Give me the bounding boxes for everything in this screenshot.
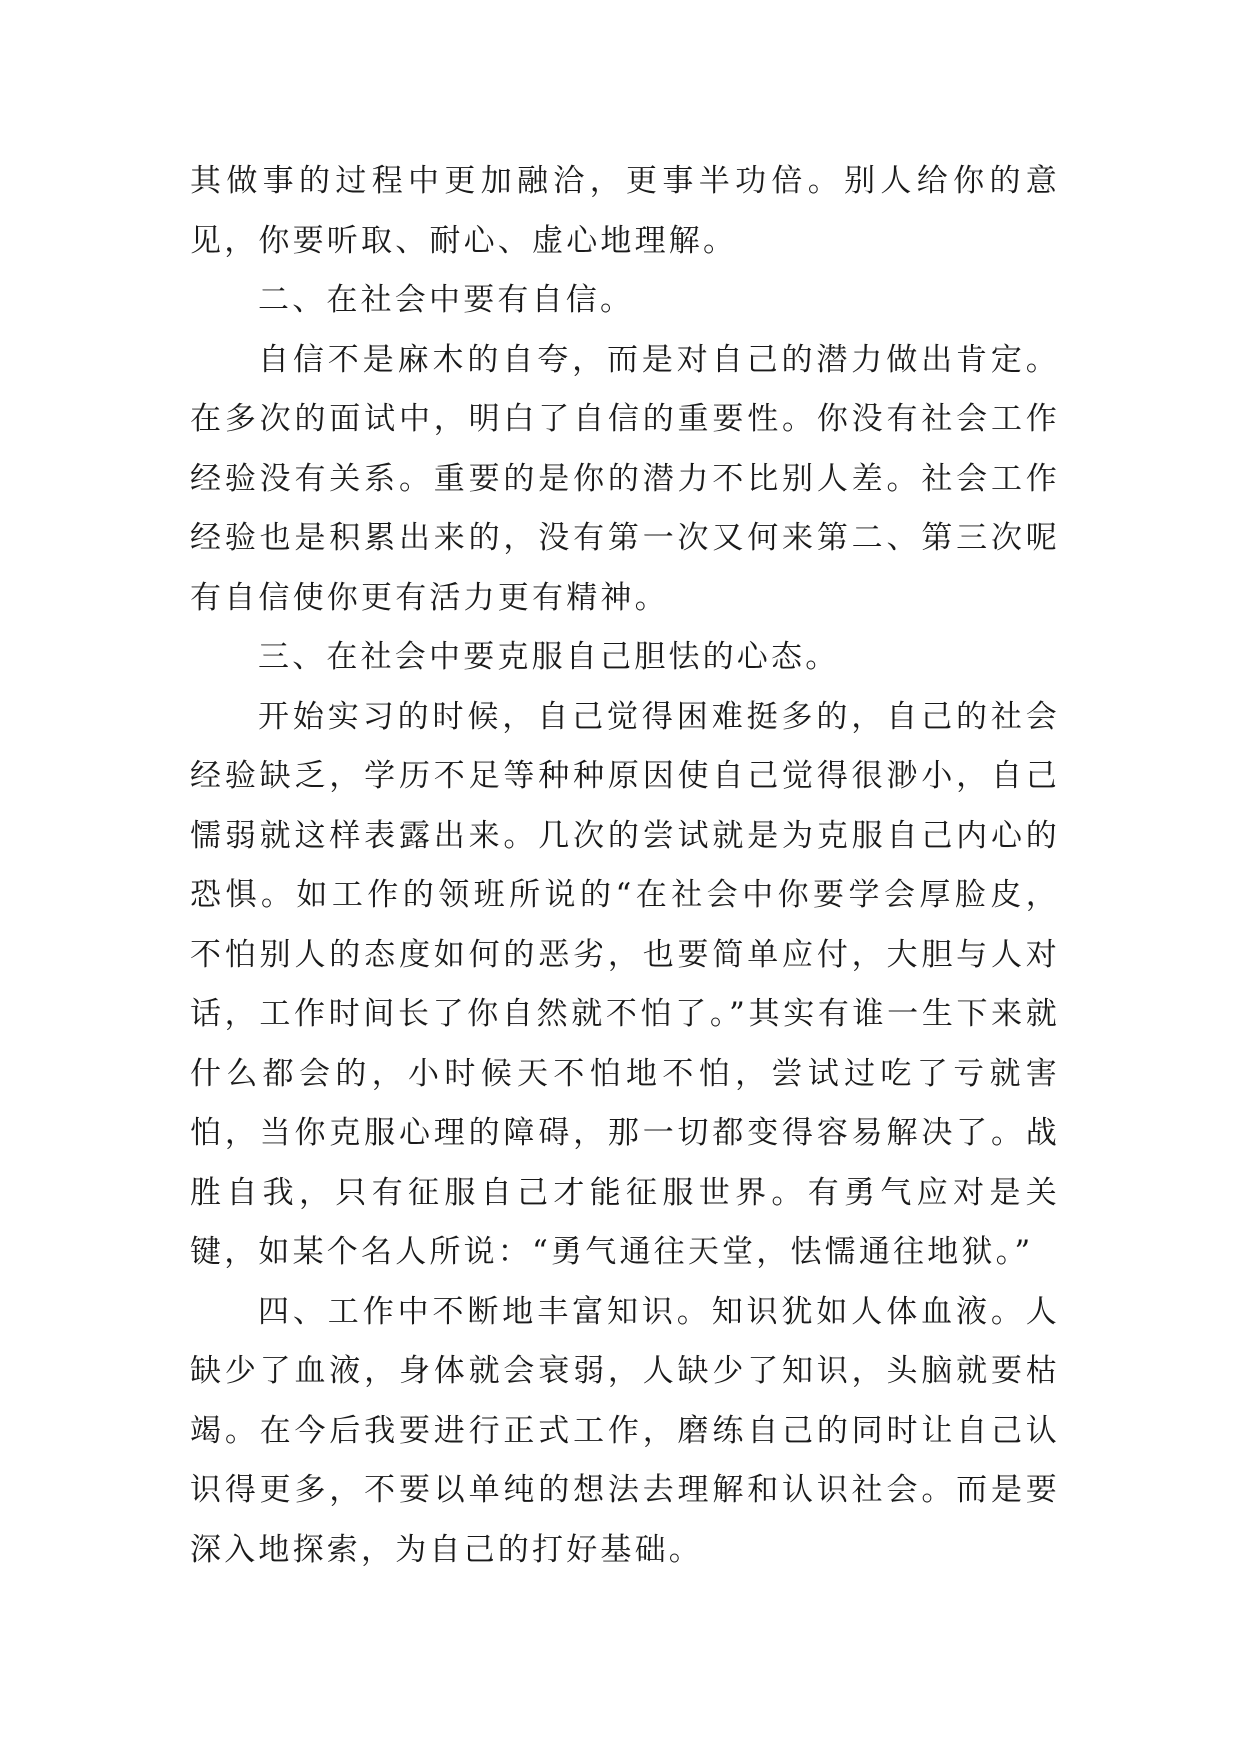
heading-overcome-timidity: 三、在社会中要克服自己胆怯的心态。 [258,639,840,675]
paragraph-enrich-knowledge: 四、工作中不断地丰富知识。知识犹如人体血液。人缺少了血液，身体就会衰弱，人缺少了知识，头脑就要枯竭。在今后我要进行正式工作，磨练自己的同时让自己认识得更多，不要以单纯的想法去理解和认识社会。而是要深入地探索，为自己的打好基础。 [190,1293,1060,1568]
document-body [190,152,1060,1580]
paragraph-overcome-timidity: 开始实习的时候，自己觉得困难挺多的，自己的社会经验缺乏，学历不足等种种原因使自己觉得很渺小，自己懦弱就这样表露出来。几次的尝试就是为克服自己内心的恐惧。如工作的领班所说的“在社会中你要学会厚脸皮，不怕别人的态度如何的恶劣，也要简单应付，大胆与人对话，工作时间长了你自然就不怕了。”其实有谁一生下来就什么都会的，小时候天不怕地不怕，尝试过吃了亏就害怕，当你克服心理的障碍，那一切都变得容易解决了。战胜自我，只有征服自己才能征服世界。有勇气应对是关键，如某个名人所说：“勇气通往天堂，怯懦通往地狱。” [190,698,1060,1270]
paragraph-confidence: 自信不是麻木的自夸，而是对自己的潜力做出肯定。在多次的面试中，明白了自信的重要性。你没有社会工作经验没有关系。重要的是你的潜力不比别人差。社会工作经验也是积累出来的，没有第一次又何来第二、第三次呢有自信使你更有活力更有精神。 [190,341,1060,616]
paragraph-continuation: 其做事的过程中更加融洽，更事半功倍。别人给你的意见，你要听取、耐心、虚心地理解。 [190,163,1060,259]
heading-confidence: 二、在社会中要有自信。 [258,282,635,318]
